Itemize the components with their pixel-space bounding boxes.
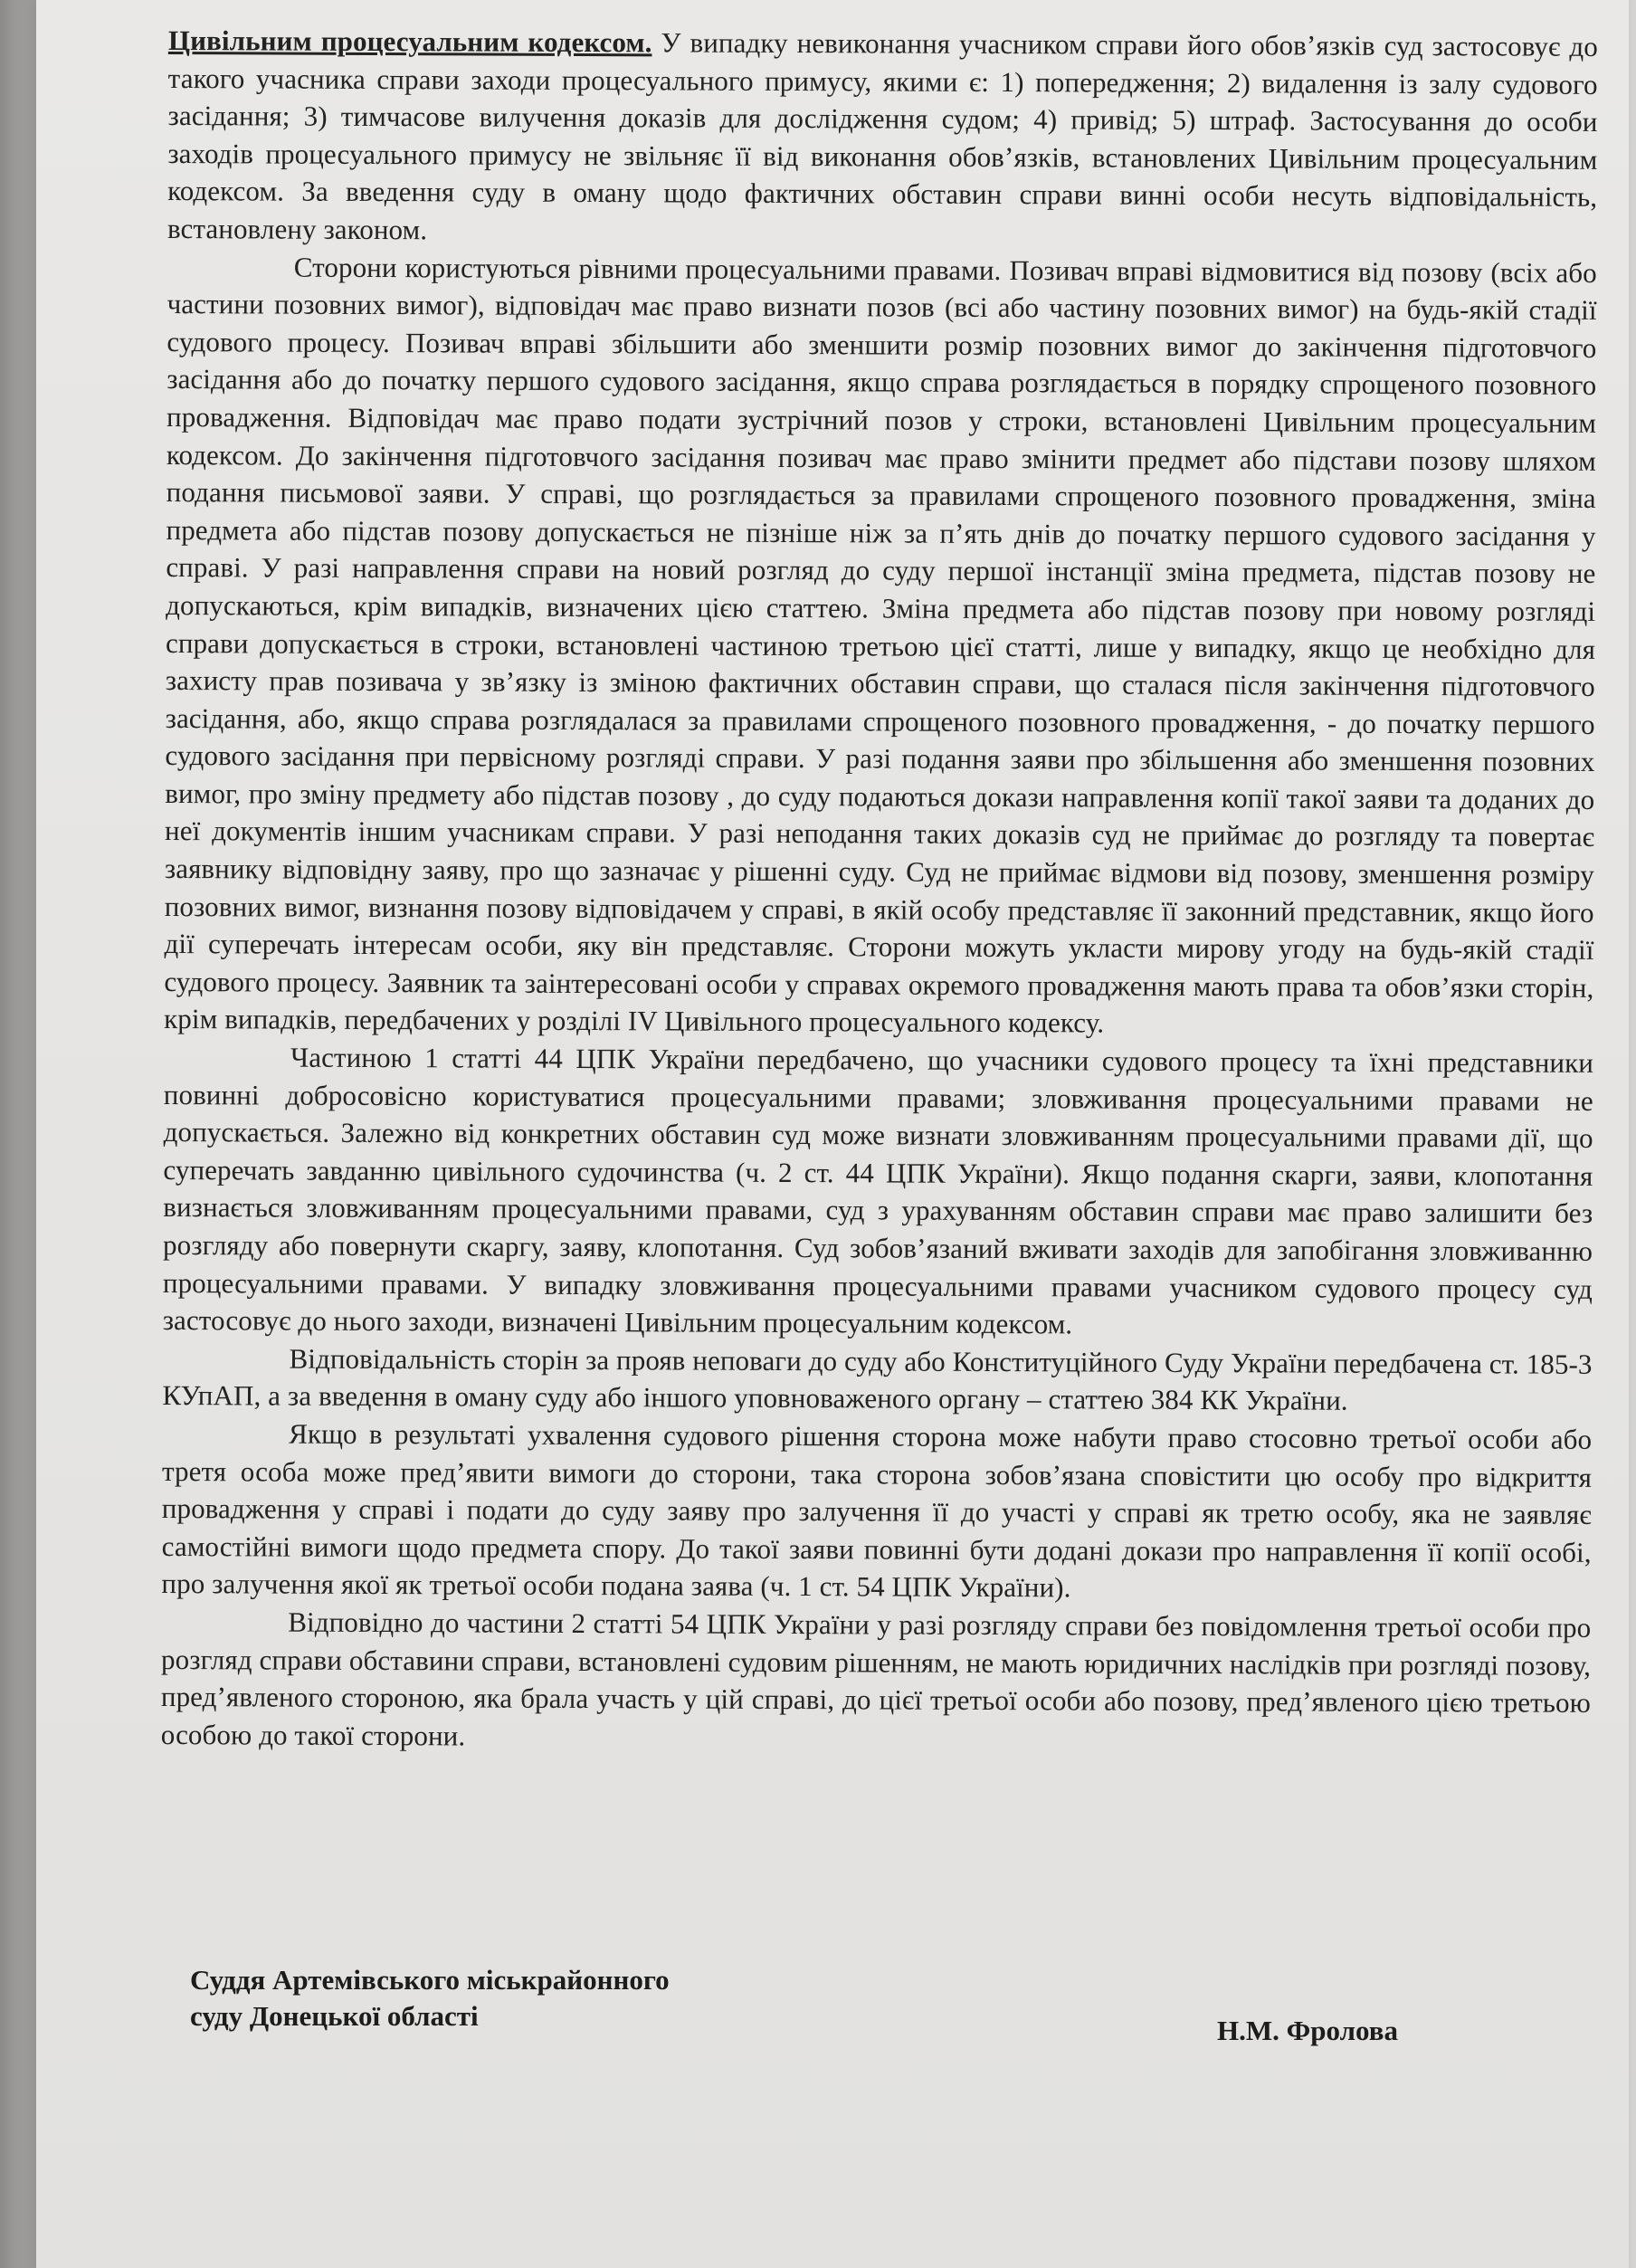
document-body	[161, 22, 1598, 1759]
paper-sheet	[36, 0, 1629, 2268]
paragraph-4: Відповідальність сторін за прояв неповаги до суду або Конституційного Суду України передбачена ст. 185-3 КУпАП, а за введення в оману суду або іншого уповноваженого органу – статтею 384 КК України.	[162, 1342, 1593, 1417]
lead-phrase: Цивільним процесуальним кодексом.	[167, 24, 652, 59]
judge-name: Н.М. Фролова	[1217, 2015, 1398, 2046]
paragraph-6: Відповідно до частини 2 статті 54 ЦПК України у разі розгляду справи без повідомлення третьої особи про розгляд справи обставини справи, встановлені судовим рішенням, не мають юридичних наслідків при розгляді позову, пред’явленого стороною, яка брала участь у цій справі, до цієї третьої особи або позову, пред’явленого цією третьою особою до такої сторони.	[160, 1606, 1592, 1752]
judge-title-line-2: суду Донецької області	[190, 2000, 479, 2032]
paragraph-5: Якщо в результаті ухвалення судового рішення сторона може набути право стосовно третьої особи або третя особа може пред’явити вимоги до сторони, така сторона зобов’язана сповістити цю особу про відкриття провадження у справі і подати до суду заяву про залучення її до участі у справі як третю особу, яка не заявляє самостійні вимоги щодо предмета спору. До такої заяви повинні бути додані докази про направлення її копії особі, про залучення якої як третьої особи подана заява (ч. 1 ст. 54 ЦПК України).	[161, 1417, 1593, 1604]
paragraph-1	[167, 22, 1598, 253]
paragraph-3: Частиною 1 статті 44 ЦПК України передбачено, що учасники судового процесу та їхні представники повинні добросовісно користуватися процесуальними правами; зловживання процесуальними правами не допускається. Залежно від конкретних обставин суд може визнати зловживанням процесуальними правами дії, що суперечать завданню цивільного судочинства (ч. 2 ст. 44 ЦПК України). Якщо подання скарги, заяви, клопотання визнається зловживанням процесуальними правами, суд з урахуванням обставин справи має право залишити без розгляду або повернути скаргу, заяву, клопотання. Суд зобов’язаний вживати заходів для запобігання зловживанню процесуальними правами. У випадку зловживання процесуальними правами учасником судового процесу суд застосовує до нього заходи, визначені Цивільним процесуальним кодексом.	[162, 1041, 1594, 1340]
judge-title-line-1: Суддя Артемівського міськрайонного	[190, 1964, 670, 1996]
paragraph-1-text: У випадку невиконання учасником справи його обов’язків суд застосовує до такого учасника справи заходи процесуального примусу, якими є: 1) попередження; 2) видалення із залу судового засідання; 3) тимчасове вилучення доказів для дослідження судом; 4) привід; 5) штраф. Застосування до особи заходів процесуального примусу не звільняє її від виконання обов’язків, встановлених Цивільним процесуальним кодексом. За введення суду в оману щодо фактичних обставин справи винні особи несуть відповідальність, встановлену законом.	[166, 26, 1598, 246]
signature-block	[190, 1962, 1457, 2046]
paragraph-2: Сторони користуються рівними процесуальними правами. Позивач вправі відмовитися від позову (всіх або частини позовних вимог), відповідач має право визнати позов (всі або частину позовних вимог) на будь-якій стадії судового процесу. Позивач вправі збільшити або зменшити розмір позовних вимог до закінчення підготовчого засідання або до початку першого судового засідання, якщо справа розглядається в порядку спрощеного позовного провадження. Відповідач має право подати зустрічний позов у строки, встановлені Цивільним процесуальним кодексом. До закінчення підготовчого засідання позивач має право змінити предмет або підстави позову шляхом подання письмової заяви. У справі, що розглядається за правилами спрощеного позовного провадження, зміна предмета або підстав позову допускається не пізніше ніж за п’ять днів до початку першого судового засідання у справі. У разі направлення справи на новий розгляд до суду першої інстанції зміна предмета, підстав позову не допускаються, крім випадків, визначених цією статтею. Зміна предмета або підстав позову при новому розгляді справи допускається в строки, встановлені частиною третьою цієї статті, лише у випадку, якщо це необхідно для захисту прав позивача у зв’язку із зміною фактичних обставин справи, що сталася після закінчення підготовчого засідання, або, якщо справа розглядалася за правилами спрощеного позовного провадження, - до початку першого судового засідання при первісному розгляді справи. У разі подання заяви про збільшення або зменшення позовних вимог, про зміну предмету або підстав позову , до суду подаються докази направлення копії такої заяви та доданих до неї документів іншим учасникам справи. У разі неподання таких доказів суд не приймає до розгляду та повертає заявнику відповідну заяву, про що зазначає у рішенні суду. Суд не приймає відмови від позову, зменшення розміру позовних вимог, визнання позову відповідачем у справі, в якій особу представляє її законний представник, якщо його дії суперечать інтересам особи, яку він представляє. Сторони можуть укласти мирову угоду на будь-якій стадії судового процесу. Заявник та заінтересовані особи у справах окремого провадження мають права та обов’язки сторін, крім випадків, передбачених у розділі IV Цивільного процесуального кодексу.	[164, 251, 1597, 1039]
